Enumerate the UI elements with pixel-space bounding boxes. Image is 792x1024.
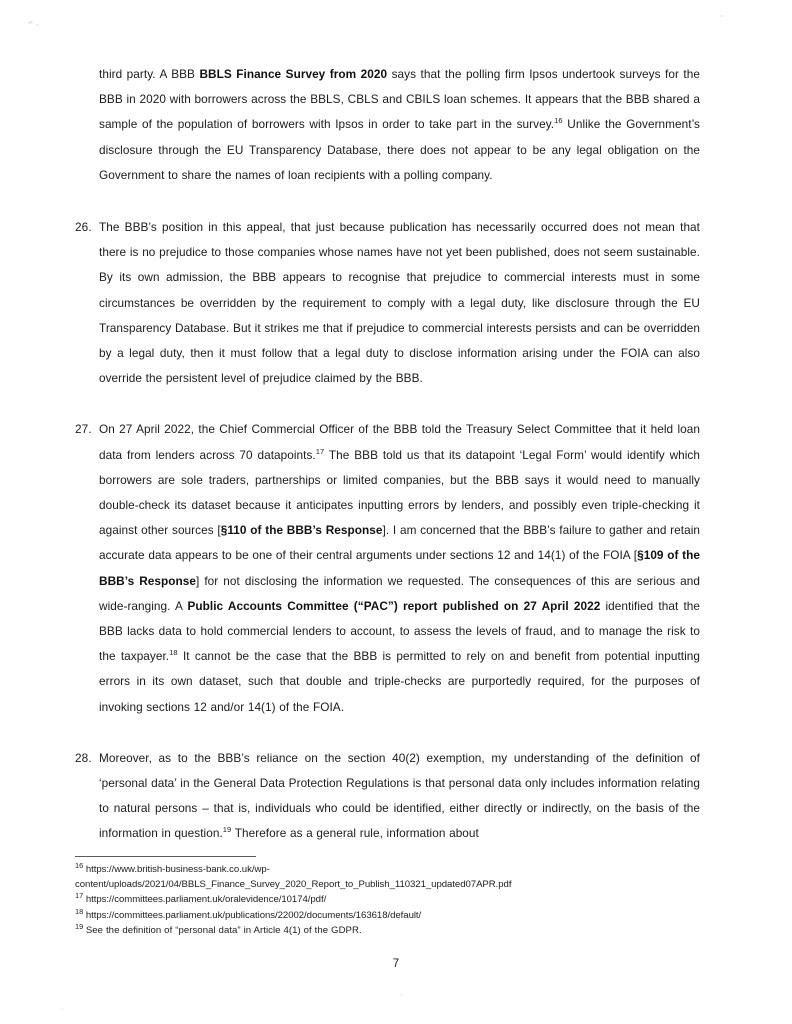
- document-body: [75, 62, 700, 873]
- paragraph-text: [99, 746, 700, 847]
- text-run: The BBB’s position in this appeal, that just because publication has necessarily occurred does not mean that there is no prejudice to those companies whose names have not yet been published, does not seem sustainable. By its own admission, the BBB appears to recognise that prejudice to commercial interests must in some circumstances be overridden by the requirement to comply with a legal duty, like disclosure through the EU Transparency Database. But it strikes me that if prejudice to commercial interests persists and can be overridden by a legal duty, then it must follow that a legal duty to disclose information arising under the FOIA can also override the persistent level of prejudice claimed by the BBB.: [99, 220, 700, 386]
- emphasis-text: §110 of the BBB’s Response: [220, 523, 383, 538]
- text-run: Therefore as a general rule, information about: [231, 826, 479, 841]
- paragraph-block: [75, 746, 700, 847]
- scan-speckle-icon: [60, 1008, 64, 1010]
- paragraph-text: [99, 62, 700, 188]
- text-run: Moreover, as to the BBB’s reliance on the section 40(2) exemption, my understanding of the definition of ‘personal data’ in the General Data Protection Regulations is that personal data only includes information relating to natural persons – that is, individuals who could be identified, either directly or indirectly, on the basis of the information in question.: [99, 750, 700, 841]
- text-run: ] for not disclosing the information we requested. The consequences of this are serious and wide-ranging. A: [99, 573, 700, 613]
- scan-speckle-icon: [36, 24, 39, 26]
- emphasis-text: Public Accounts Committee (“PAC”) report published on 27 April 2022: [187, 598, 601, 613]
- footnote-text: See the definition of “personal data” in Article 4(1) of the GDPR.: [85, 925, 362, 937]
- page-number: 7: [392, 958, 400, 970]
- text-run: On 27 April 2022, the Chief Commercial Officer of the BBB told the Treasury Select Committee that it held loan data from lenders across 70 datapoints.: [99, 422, 700, 462]
- footnote-item: [75, 924, 700, 939]
- footnote-item: [75, 893, 700, 908]
- emphasis-text: §109 of the BBB’s Response: [99, 548, 700, 588]
- footnote-marker: 18: [75, 906, 84, 916]
- footnote-marker: 16: [75, 860, 84, 870]
- paragraph-number: 28.: [75, 750, 92, 765]
- paragraph-block: [75, 62, 700, 188]
- footnote-reference[interactable]: 16: [554, 116, 563, 126]
- footnote-url[interactable]: https://committees.parliament.uk/publications/22002/documents/163618/default/: [85, 909, 422, 921]
- footnote-url[interactable]: https://committees.parliament.uk/oralevidence/10174/pdf/: [85, 894, 327, 906]
- paragraph-number: 27.: [75, 422, 92, 437]
- paragraph-text: [99, 417, 700, 719]
- scan-speckle-icon: [720, 15, 724, 17]
- scan-speckle-icon: [28, 20, 34, 25]
- paragraph-number: 26.: [75, 220, 92, 235]
- footnote-reference[interactable]: 18: [169, 648, 178, 658]
- footnote-marker: 19: [75, 922, 84, 932]
- scan-speckle-icon: [400, 994, 403, 996]
- paragraph-block: [75, 417, 700, 719]
- text-run: ]. I am concerned that the BBB’s failure to gather and retain accurate data appears to be one of their central arguments under sections 12 and 14(1) of the FOIA [: [99, 523, 700, 563]
- footnote-section: [75, 856, 700, 940]
- footnote-reference[interactable]: 19: [222, 825, 232, 835]
- paragraph-block: [75, 215, 700, 391]
- text-run: The BBB told us that its datapoint ‘Legal Form’ would identify which borrowers are sole traders, partnerships or limited companies, but the BBB says it would need to manually double-check its dataset because it anticipates inputting errors by lenders, and possibly even triple-checking it against other sources [: [99, 447, 700, 538]
- footnote-item: [75, 906, 700, 924]
- text-run: identified that the BBB lacks data to hold commercial lenders to account, to assess the levels of fraud, and to manage the risk to the taxpayer.: [99, 598, 701, 664]
- footnote-item: [75, 860, 700, 892]
- text-run: third party. A BBB: [99, 67, 200, 81]
- footnote-url[interactable]: https://www.british-business-bank.co.uk/wp-content/uploads/2021/04/BBLS_Finance_Survey_2020_Report_to_Publish_110321_updated07APR.pdf: [75, 864, 512, 890]
- paragraph-text: [99, 215, 700, 391]
- footnote-separator-rule: [75, 856, 256, 857]
- footnote-reference[interactable]: 17: [315, 446, 325, 456]
- text-run: Unlike the Government’s disclosure through the EU Transparency Database, there does not appear to be any legal obligation on the Government to share the names of loan recipients with a polling company.: [99, 117, 700, 182]
- text-run: It cannot be the case that the BBB is permitted to rely on and benefit from potential inputting errors in its own dataset, such that double and triple-checks are purportedly required, for the purposes of invoking sections 12 and/or 14(1) of the FOIA.: [99, 649, 700, 714]
- emphasis-text: BBLS Finance Survey from 2020: [199, 67, 388, 81]
- text-run: says that the polling firm Ipsos undertook surveys for the BBB in 2020 with borrowers across the BBLS, CBLS and CBILS loan schemes. It appears that the BBB shared a sample of the population of borrowers with Ipsos in order to take part in the survey.: [99, 67, 700, 132]
- footnote-marker: 17: [75, 891, 84, 900]
